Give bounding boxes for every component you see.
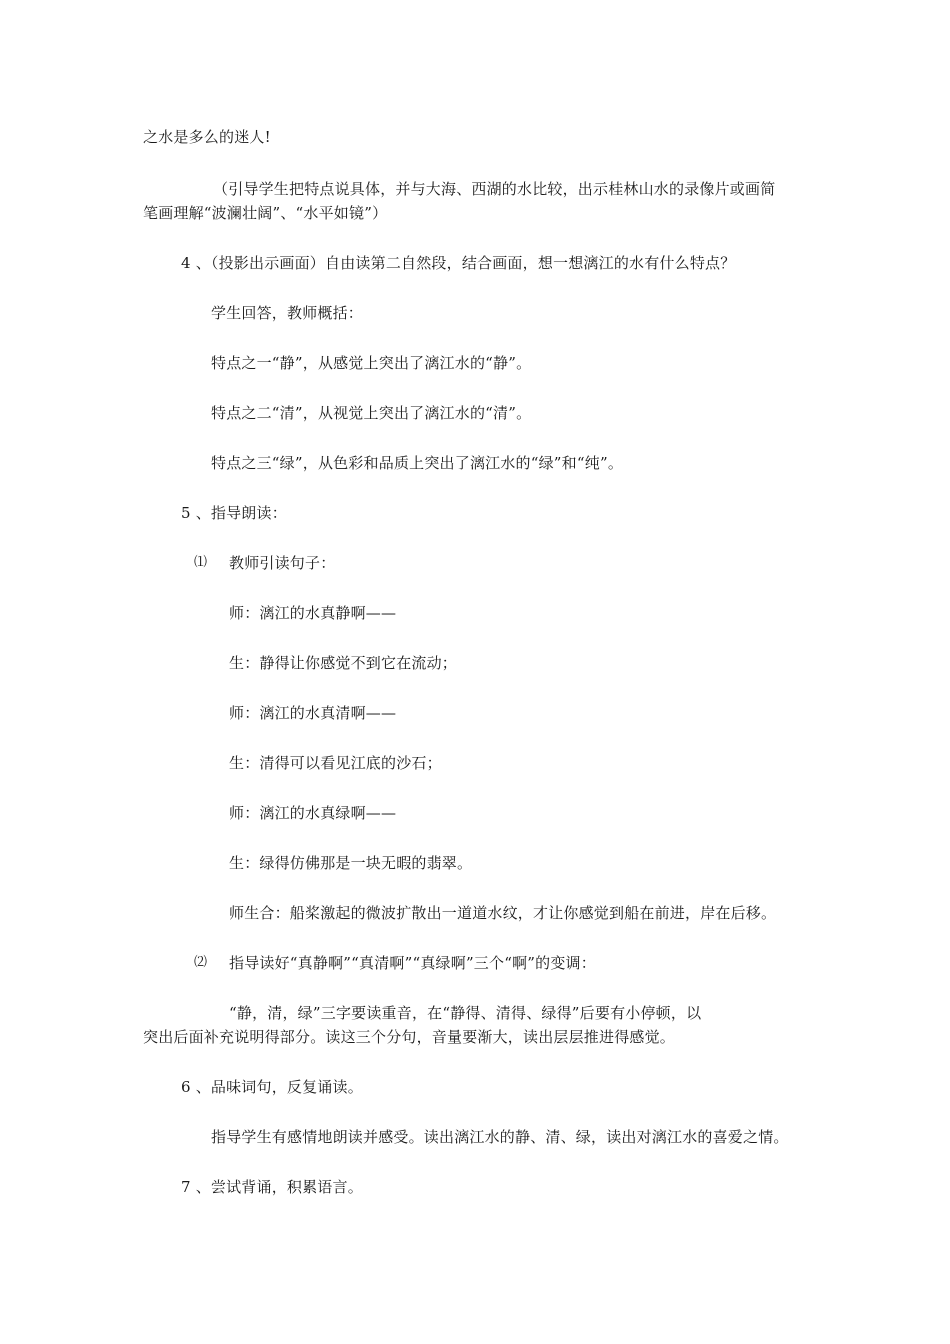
paragraph-line: “静，清，绿”三字要读重音，在“静得、清得、绿得”后要有小停顿，以 bbox=[229, 1004, 702, 1022]
list-number: ⑵ bbox=[194, 955, 208, 970]
paragraph-line: 突出后面补充说明得部分。读这三个分句，音量要渐大，读出层层推进得感觉。 bbox=[143, 1028, 676, 1046]
dialogue-line: 师：漓江的水真清啊—— bbox=[229, 704, 397, 722]
step-heading: 7 、尝试背诵，积累语言。 bbox=[181, 1178, 363, 1196]
paragraph-line: 指导学生有感情地朗读并感受。读出漓江水的静、清、绿，读出对漓江水的喜爱之情。 bbox=[211, 1128, 789, 1146]
list-number: ⑴ bbox=[194, 555, 208, 570]
dialogue-line: 师：漓江的水真绿啊—— bbox=[229, 804, 397, 822]
step-heading: 4 、（投影出示画面）自由读第二自然段，结合画面，想一想漓江的水有什么特点？ bbox=[181, 254, 736, 272]
dialogue-line: 生：绿得仿佛那是一块无暇的翡翠。 bbox=[229, 854, 473, 872]
paragraph-line: 特点之三“绿”，从色彩和品质上突出了漓江水的“绿”和“纯”。 bbox=[211, 454, 624, 472]
dialogue-line: 生：静得让你感觉不到它在流动； bbox=[229, 654, 458, 672]
paragraph-line: 笔画理解“波澜壮阔”、“水平如镜”） bbox=[143, 204, 388, 222]
paragraph-line: （引导学生把特点说具体，并与大海、西湖的水比较，出示桂林山水的录像片或画简 bbox=[213, 180, 776, 198]
dialogue-line: 师生合：船桨激起的微波扩散出一道道水纹，才让你感觉到船在前进，岸在后移。 bbox=[229, 904, 777, 922]
paragraph-line: 指导读好“真静啊”“真清啊”“真绿啊”三个“啊”的变调： bbox=[229, 954, 596, 972]
paragraph-line: 教师引读句子： bbox=[229, 554, 336, 572]
paragraph-line: 学生回答，教师概括： bbox=[211, 304, 364, 322]
step-heading: 6 、品味词句，反复诵读。 bbox=[181, 1078, 363, 1096]
paragraph-line: 特点之一“静”，从感觉上突出了漓江水的“静”。 bbox=[211, 354, 532, 372]
dialogue-line: 生：清得可以看见江底的沙石； bbox=[229, 754, 442, 772]
step-heading: 5 、指导朗读： bbox=[181, 504, 287, 522]
dialogue-line: 师：漓江的水真静啊—— bbox=[229, 604, 397, 622]
paragraph-line: 之水是多么的迷人! bbox=[143, 128, 271, 146]
paragraph-line: 特点之二“清”，从视觉上突出了漓江水的“清”。 bbox=[211, 404, 532, 422]
